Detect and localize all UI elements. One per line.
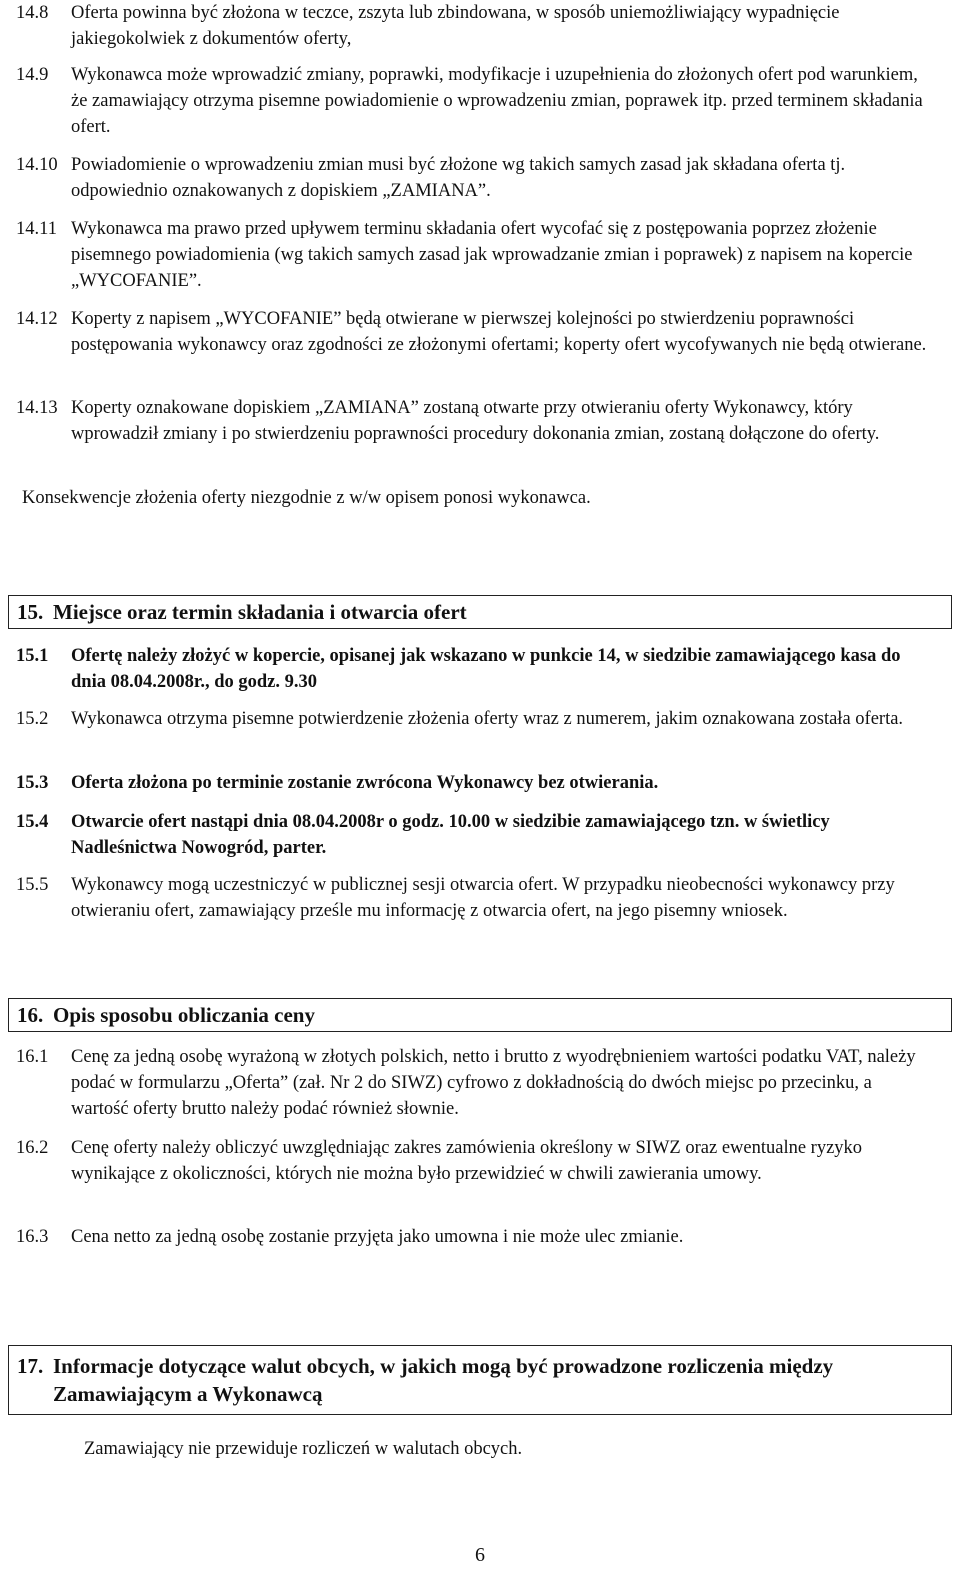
section-16-header (8, 998, 952, 1032)
item-number: 14.8 (16, 3, 49, 23)
item-number: 16.2 (16, 1138, 49, 1158)
paragraph-15-2 (16, 706, 930, 732)
paragraph-14-11 (16, 216, 930, 294)
item-number: 16.1 (16, 1047, 49, 1067)
item-text: Koperty z napisem „WYCOFANIE” będą otwierane w pierwszej kolejności po stwierdzeniu poprawności postępowania wykonawcy oraz zgodności ze złożonymi ofertami; koperty ofert wycofywanych nie będą otwierane. (71, 309, 927, 355)
paragraph-14-12 (16, 306, 930, 358)
item-number: 15.5 (16, 875, 49, 895)
item-text: Cenę oferty należy obliczyć uwzględniając zakres zamówienia określony w SIWZ oraz ewentualne ryzyko wynikające z okoliczności, których nie można było przewidzieć w chwili zawierania umowy. (71, 1138, 863, 1184)
item-text: Otwarcie ofert nastąpi dnia 08.04.2008r o godz. 10.00 w siedzibie zamawiającego tzn. w świetlicy Nadleśnictwa Nowogród, parter. (71, 812, 830, 858)
item-number: 14.12 (16, 309, 58, 329)
item-number: 15.2 (16, 709, 49, 729)
paragraph-14-10 (16, 152, 930, 204)
paragraph-15-3 (16, 770, 930, 796)
item-number: 14.11 (16, 219, 57, 239)
item-text: Powiadomienie o wprowadzeniu zmian musi być złożone wg takich samych zasad jak składana oferta tj. odpowiednio oznakowanych z dopiskiem „ZAMIANA”. (71, 155, 846, 201)
section-number: 15. (17, 600, 44, 624)
item-number: 15.3 (16, 773, 49, 793)
item-number: 14.13 (16, 398, 58, 418)
paragraph-16-2 (16, 1135, 930, 1187)
paragraph-14-8 (16, 0, 930, 52)
item-text: Cenę za jedną osobę wyrażoną w złotych polskich, netto i brutto z wyodrębnieniem wartości podatku VAT, należy podać w formularzu „Oferta” (zał. Nr 2 do SIWZ) cyfrowo z dokładnością do dwóch miejsc po przecinku, a wartość oferty brutto należy podać również słownie. (71, 1047, 916, 1119)
paragraph-15-4 (16, 809, 930, 861)
section-17-header (8, 1345, 952, 1415)
section-15-header (8, 595, 952, 629)
paragraph-16-3 (16, 1224, 930, 1250)
item-number: 14.9 (16, 65, 49, 85)
item-text: Wykonawcy mogą uczestniczyć w publicznej sesji otwarcia ofert. W przypadku nieobecności wykonawcy przy otwieraniu ofert, zamawiający prześle mu informację z otwarcia ofert, na jego pisemny wniosek. (71, 875, 895, 921)
item-text: Oferta złożona po terminie zostanie zwrócona Wykonawcy bez otwierania. (71, 773, 659, 793)
consequence-note: Konsekwencje złożenia oferty niezgodnie z w/w opisem ponosi wykonawca. (22, 488, 591, 508)
paragraph-16-1 (16, 1044, 930, 1122)
paragraph-15-1 (16, 643, 930, 695)
section-number: 17. (17, 1354, 44, 1378)
item-text: Wykonawca może wprowadzić zmiany, poprawki, modyfikacje i uzupełnienia do złożonych ofert pod warunkiem, że zamawiający otrzyma pisemne powiadomienie o wprowadzeniu zmian, poprawek itp. przed terminem składania ofert. (71, 65, 923, 137)
item-text: Oferta powinna być złożona w teczce, zszyta lub zbindowana, w sposób uniemożliwiający wypadnięcie jakiegokolwiek z dokumentów oferty, (71, 3, 840, 49)
item-text: Ofertę należy złożyć w kopercie, opisanej jak wskazano w punkcie 14, w siedzibie zamawiającego kasa do dnia 08.04.2008r., do godz. 9.30 (71, 646, 901, 692)
section-title: Informacje dotyczące walut obcych, w jakich mogą być prowadzone rozliczenia między Zamawiającym a Wykonawcą (53, 1354, 834, 1406)
item-text: Cena netto za jedną osobę zostanie przyjęta jako umowna i nie może ulec zmianie. (71, 1227, 684, 1247)
currency-note: Zamawiający nie przewiduje rozliczeń w walutach obcych. (84, 1439, 523, 1459)
item-text: Wykonawca ma prawo przed upływem terminu składania ofert wycofać się z postępowania poprzez złożenie pisemnego powiadomienia (wg takich samych zasad jak wprowadzanie zmian i poprawek) z napisem na kopercie „WYCOFANIE”. (71, 219, 913, 291)
item-number: 16.3 (16, 1227, 49, 1247)
page-number: 6 (475, 1544, 485, 1566)
item-number: 15.4 (16, 812, 49, 832)
paragraph-15-5 (16, 872, 930, 924)
item-number: 14.10 (16, 155, 58, 175)
section-number: 16. (17, 1003, 44, 1027)
item-text: Koperty oznakowane dopiskiem „ZAMIANA” zostaną otwarte przy otwieraniu oferty Wykonawcy, który wprowadził zmiany i po stwierdzeniu poprawności procedury dokonania zmian, zostaną dołączone do oferty. (71, 398, 880, 444)
item-number: 15.1 (16, 646, 49, 666)
paragraph-14-13 (16, 395, 930, 447)
paragraph-14-9 (16, 62, 930, 140)
section-title: Opis sposobu obliczania ceny (53, 1003, 315, 1027)
item-text: Wykonawca otrzyma pisemne potwierdzenie złożenia oferty wraz z numerem, jakim oznakowana została oferta. (71, 709, 904, 729)
section-title: Miejsce oraz termin składania i otwarcia ofert (53, 600, 467, 624)
